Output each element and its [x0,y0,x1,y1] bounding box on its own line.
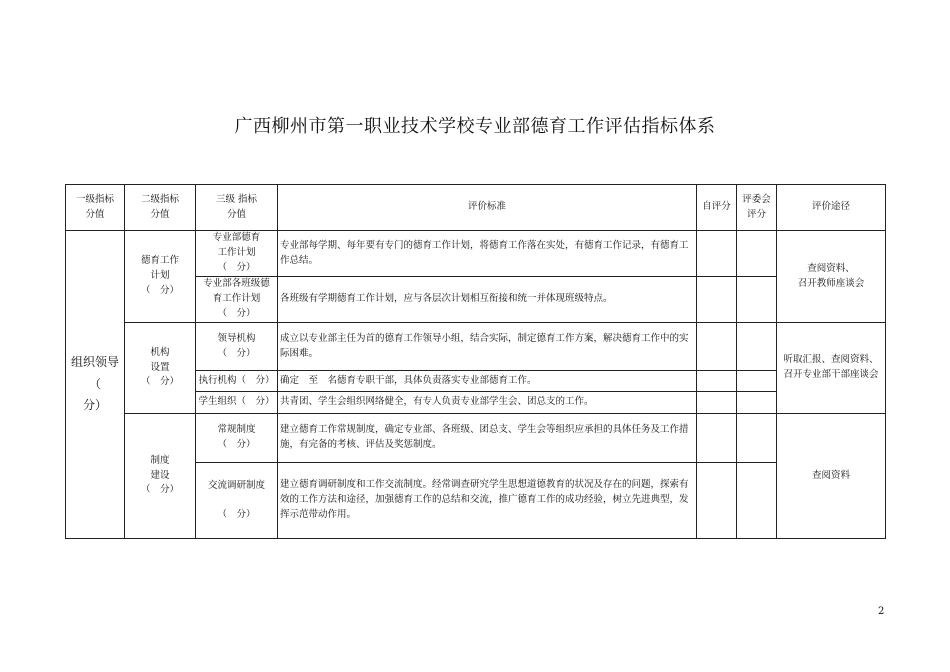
method-cell: 查阅资料 [777,414,886,539]
method-cell: 查阅资料、 召开教师座谈会 [777,231,886,323]
evaluation-table [65,184,886,539]
header-committee-score: 评委会 评分 [737,185,777,231]
method-cell: 听取汇报、查阅资料、 召开专业部干部座谈会 [777,323,886,414]
table-row [66,323,886,371]
header-level2: 二级指标 分值 [125,185,196,231]
standard-cell: 共青团、学生会组织网络健全，有专人负责专业部学生会、团总支的工作。 [278,392,697,414]
level2-cell: 德育工作 计划 （ 分） [125,231,196,323]
level2-cell: 机构 设置 （ 分） [125,323,196,414]
level2-cell: 制度 建设 （ 分） [125,414,196,539]
level3-cell: 学生组织（ 分） [196,392,278,414]
level3-cell: 执行机构（ 分） [196,371,278,392]
page-number: 2 [878,606,885,617]
header-self-score: 自评分 [697,185,737,231]
committee-score-cell[interactable] [737,231,777,277]
level3-cell: 常规制度 （ 分） [196,414,278,463]
committee-score-cell[interactable] [737,277,777,323]
committee-score-cell[interactable] [737,392,777,414]
committee-score-cell[interactable] [737,414,777,463]
committee-score-cell[interactable] [737,323,777,371]
self-score-cell[interactable] [697,392,737,414]
self-score-cell[interactable] [697,231,737,277]
standard-cell: 专业部每学期、每年要有专门的德育工作计划，将德育工作落在实处，有德育工作记录，有德育工作总结。 [278,231,697,277]
self-score-cell[interactable] [697,463,737,539]
self-score-cell[interactable] [697,277,737,323]
self-score-cell[interactable] [697,323,737,371]
table-row [66,231,886,277]
committee-score-cell[interactable] [737,371,777,392]
level3-cell: 专业部各班级德 育工作计划 （ 分） [196,277,278,323]
header-row [66,185,886,231]
header-method: 评价途径 [777,185,886,231]
header-level1: 一级指标 分值 [66,185,125,231]
self-score-cell[interactable] [697,414,737,463]
standard-cell: 成立以专业部主任为首的德育工作领导小组，结合实际，制定德育工作方案，解决德育工作中的实际困难。 [278,323,697,371]
committee-score-cell[interactable] [737,463,777,539]
standard-cell: 建立德育调研制度和工作交流制度。经常调查研究学生思想道德教育的状况及存在的问题，探索有效的工作方法和途径，加强德育工作的总结和交流，推广德育工作的成功经验，树立先进典型，发挥示范带动作用。 [278,463,697,539]
document-title: 广西柳州市第一职业技术学校专业部德育工作评估指标体系 [234,116,716,137]
standard-cell: 确定 至 名德育专职干部，具体负责落实专业部德育工作。 [278,371,697,392]
header-standard: 评价标准 [278,185,697,231]
level1-cell: 组织领导 （ 分） [66,231,125,539]
level3-cell: 交流调研制度 （ 分） [196,463,278,539]
level3-cell: 专业部德育 工作计划 （ 分） [196,231,278,277]
self-score-cell[interactable] [697,371,737,392]
header-level3: 三级 指标 分值 [196,185,278,231]
standard-cell: 各班级有学期德育工作计划，应与各层次计划相互衔接和统一并体现班级特点。 [278,277,697,323]
standard-cell: 建立德育工作常规制度，确定专业部、各班级、团总支、学生会等组织应承担的具体任务及工作措施，有完备的考核、评估及奖惩制度。 [278,414,697,463]
table-row [66,414,886,463]
level3-cell: 领导机构 （ 分） [196,323,278,371]
